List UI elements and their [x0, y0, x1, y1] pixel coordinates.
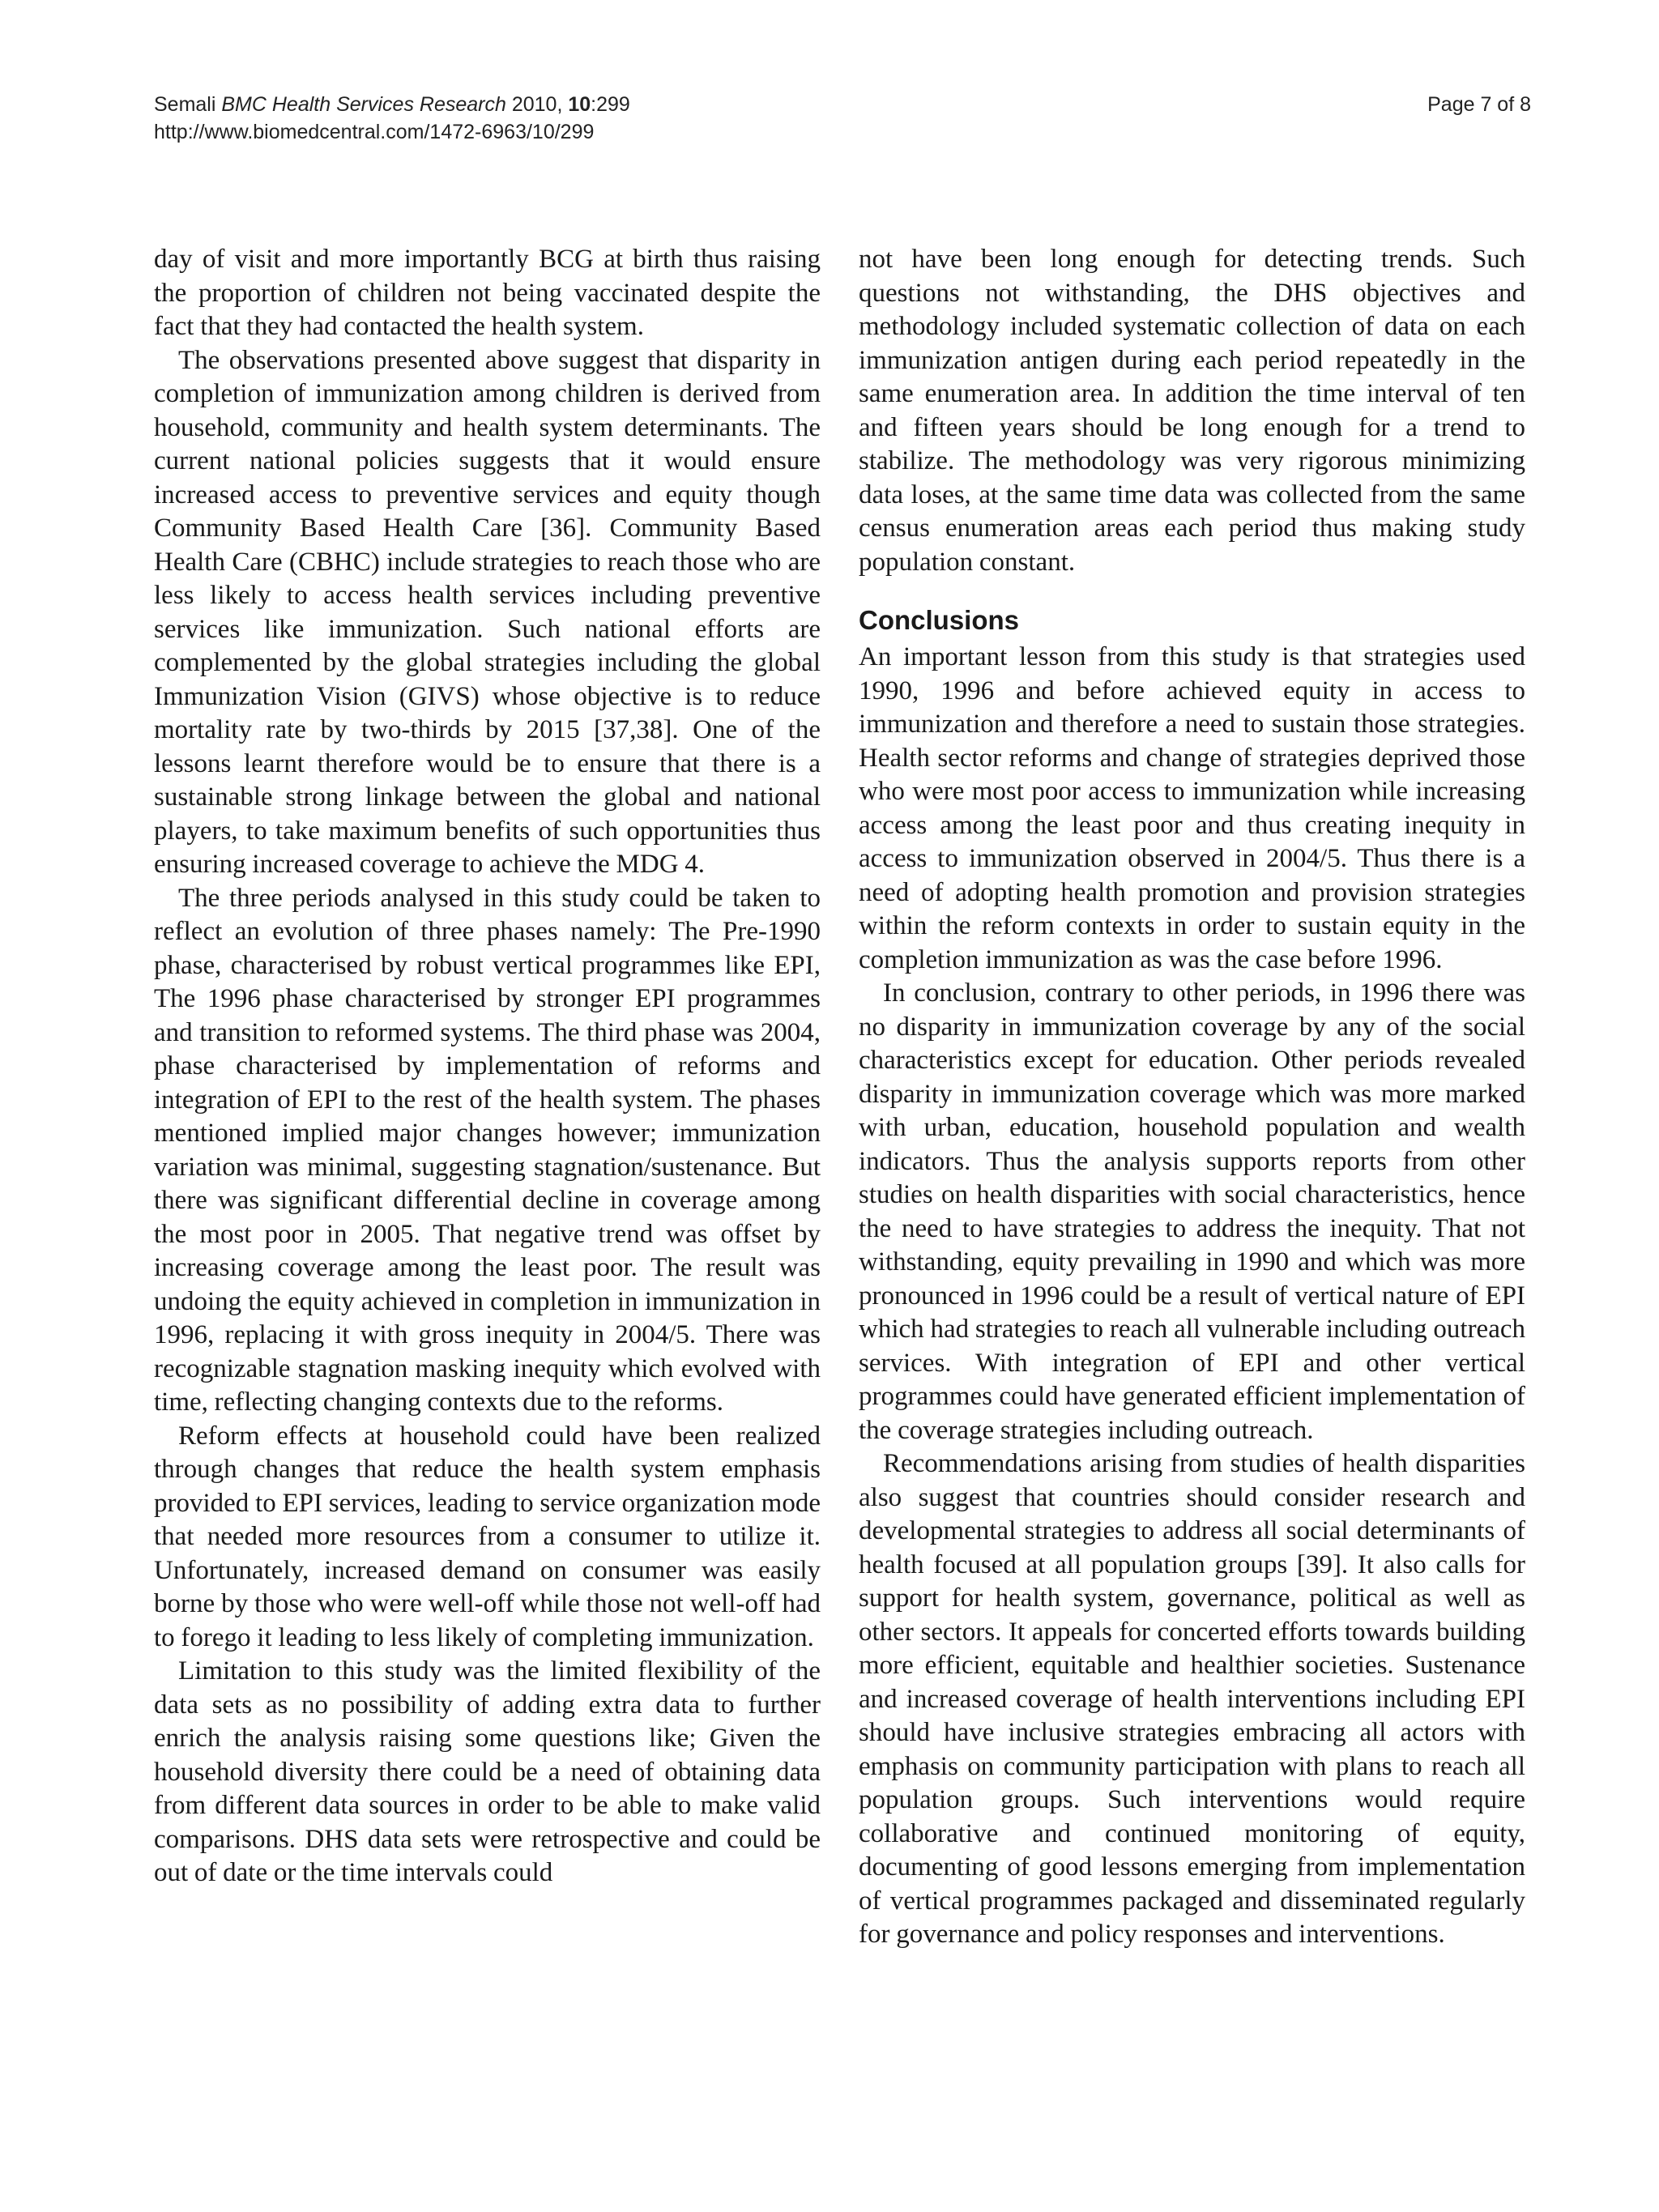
paragraph: Reform effects at household could have been realized through changes that reduce the health system emphasis provided to EPI services, leading to service organization mode that needed more resources from a consumer to utilize it. Unfortunately, increased demand on consumer was easily borne by those who were well-off while those not well-off had to forego it leading to less likely of completing immunization.	[154, 1421, 821, 1652]
paragraph: Limitation to this study was the limited flexibility of the data sets as no possibility of adding extra data to further enrich the analysis raising some questions like; Given the household diversity there could be a need of obtaining data from different data sources in order to be able to make valid comparisons. DHS data sets were retrospective and could be out of date or the time intervals could	[154, 1656, 821, 1887]
section-heading-conclusions: Conclusions	[859, 605, 1020, 635]
paragraph: An important lesson from this study is that strategies used 1990, 1996 and before achieved equity in access to immunization and therefore a need to sustain those strategies. Health sector reforms and change of strategies deprived those who were most poor access to immunization while increasing access among the least poor and thus creating inequity in access to immunization observed in 2004/5. Thus there is a need of adopting health promotion and provision strategies within the reform contexts in order to sustain equity in the completion immunization as was the case before 1996.	[859, 642, 1525, 974]
left-column	[154, 243, 821, 1890]
citation-line	[154, 91, 1531, 118]
paragraph: The three periods analysed in this study could be taken to reflect an evolution of three phases namely: The Pre-1990 phase, characterised by robust vertical programmes like EPI, The 1996 phase characterised by stronger EPI programmes and transition to reformed systems. The third phase was 2004, phase characterised by implementation of reforms and integration of EPI to the rest of the health system. The phases mentioned implied major changes however; immunization variation was minimal, suggesting stagnation/sustenance. But there was significant differential decline in coverage among the most poor in 2005. That negative trend was offset by increasing coverage among the least poor. The result was undoing the equity achieved in completion in immunization in 1996, replacing it with gross inequity in 2004/5. There was recognizable stagnation masking inequity which evolved with time, reflecting changing contexts due to the reforms.	[154, 883, 821, 1417]
paragraph: In conclusion, contrary to other periods, in 1996 there was no disparity in immunization coverage by any of the social characteristics except for education. Other periods revealed disparity in immunization coverage which was more marked with urban, education, household population and wealth indicators. Thus the analysis supports reports from other studies on health disparities with social characteristics, hence the need to have strategies to address the inequity. That not withstanding, equity prevailing in 1990 and which was more pronounced in 1996 could be a result of vertical nature of EPI which had strategies to reach all vulnerable including outreach services. With integration of EPI and other vertical programmes could have generated efficient implementation of the coverage strategies including outreach.	[859, 978, 1525, 1445]
journal-name: BMC Health Services Research	[221, 93, 506, 116]
article-url[interactable]: http://www.biomedcentral.com/1472-6963/10/299	[154, 121, 595, 143]
article-number: :299	[591, 93, 630, 116]
volume: 10	[568, 93, 591, 116]
running-head	[154, 91, 1531, 146]
page-number: Page 7 of 8	[1427, 93, 1531, 116]
paragraph: not have been long enough for detecting trends. Such questions not withstanding, the DHS objectives and methodology included systematic collection of data on each immunization antigen during each period repeatedly in the same enumeration area. In addition the time interval of ten and fifteen years should be long enough for a trend to stabilize. The methodology was very rigorous minimizing data loses, at the same time data was collected from the same census enumeration areas each period thus making study population constant.	[859, 245, 1525, 577]
right-column	[859, 243, 1525, 1952]
paragraph: day of visit and more importantly BCG at birth thus raising the proportion of children not being vaccinated despite the fact that they had contacted the health system.	[154, 245, 821, 341]
year: 2010,	[511, 93, 563, 116]
paragraph: Recommendations arising from studies of health disparities also suggest that countries should consider research and developmental strategies to address all social determinants of health focused at all population groups [39]. It also calls for support for health system, governance, political as well as other sectors. It appeals for concerted efforts towards building more efficient, equitable and healthier societies. Sustenance and increased coverage of health interventions including EPI should have inclusive strategies embracing all actors with emphasis on community participation with plans to reach all population groups. Such interventions would require collaborative and continued monitoring of equity, documenting of good lessons emerging from implementation of vertical programmes packaged and disseminated regularly for governance and policy responses and interventions.	[859, 1449, 1525, 1949]
author-name: Semali	[154, 93, 216, 116]
paragraph: The observations presented above suggest that disparity in completion of immunization among children is derived from household, community and health system determinants. The current national policies suggests that it would ensure increased access to preventive services and equity though Community Based Health Care [36]. Community Based Health Care (CBHC) include strategies to reach those who are less likely to access health services including preventive services like immunization. Such national efforts are complemented by the global strategies including the global Immunization Vision (GIVS) whose objective is to reduce mortality rate by two-thirds by 2015 [37,38]. One of the lessons learnt therefore would be to ensure that there is a sustainable strong linkage between the global and national players, to take maximum benefits of such opportunities thus ensuring increased coverage to achieve the MDG 4.	[154, 345, 821, 879]
